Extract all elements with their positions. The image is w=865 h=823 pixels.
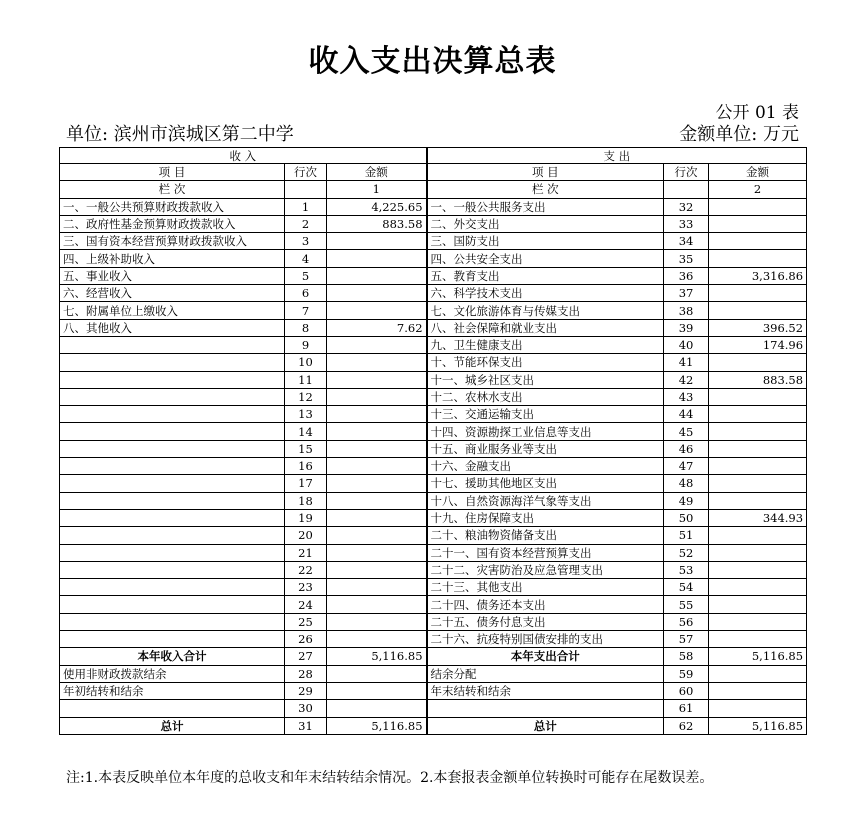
income-amount: [327, 544, 427, 561]
income-amount: [327, 388, 427, 405]
expense-amount: [709, 613, 807, 630]
income-amount: [327, 509, 427, 526]
income-item: [60, 579, 285, 596]
income-item: 八、其他收入: [60, 319, 285, 336]
income-row-no: 12: [285, 388, 327, 405]
table-row: [60, 665, 807, 682]
income-amount: [327, 475, 427, 492]
income-row-no: 3: [285, 233, 327, 250]
expense-row-no: 32: [664, 198, 709, 215]
expense-row-no: 35: [664, 250, 709, 267]
table-row: [60, 492, 807, 509]
expense-amount: [709, 354, 807, 371]
income-item: 三、国有资本经营预算财政拨款收入: [60, 233, 285, 250]
income-row-no: 1: [285, 198, 327, 215]
expense-amount: 883.58: [709, 371, 807, 388]
table-row: [60, 285, 807, 302]
page-title: 收入支出决算总表: [308, 44, 557, 79]
income-row-no: 25: [285, 613, 327, 630]
expense-item: 六、科学技术支出: [427, 285, 664, 302]
income-item: [60, 354, 285, 371]
expense-row-no: 48: [664, 475, 709, 492]
expense-item: 九、卫生健康支出: [427, 336, 664, 353]
income-row-no: 19: [285, 509, 327, 526]
income-amount: [327, 492, 427, 509]
expense-row-no: 59: [664, 665, 709, 682]
expense-row-no: 62: [664, 717, 709, 734]
expense-item: 十六、金融支出: [427, 458, 664, 475]
income-item: [60, 423, 285, 440]
expense-row-no: 49: [664, 492, 709, 509]
income-item: [60, 527, 285, 544]
expense-amount: [709, 233, 807, 250]
expense-item: 二、外交支出: [427, 215, 664, 232]
expense-row-no: 41: [664, 354, 709, 371]
expense-row-no: 57: [664, 631, 709, 648]
income-amount: [327, 700, 427, 717]
footnote: 注:1.本表反映单位本年度的总收支和年末结转结余情况。2.本套报表金额单位转换时可能存在尾数误差。: [66, 770, 714, 786]
expense-col-index: 2: [709, 181, 807, 198]
table-row: [60, 682, 807, 699]
summary-table: [59, 147, 807, 735]
income-item: [60, 613, 285, 630]
expense-row-no: 46: [664, 440, 709, 457]
income-item: [60, 492, 285, 509]
income-item: 六、经营收入: [60, 285, 285, 302]
table-row: [60, 423, 807, 440]
expense-item: 十八、自然资源海洋气象等支出: [427, 492, 664, 509]
income-item: [60, 336, 285, 353]
income-item: [60, 509, 285, 526]
annual-total-row: [60, 648, 807, 665]
expense-amount: [709, 388, 807, 405]
income-item: 本年收入合计: [60, 648, 285, 665]
column-index-row: [60, 181, 807, 198]
income-col-label: 栏 次: [60, 181, 285, 198]
income-amount: [327, 579, 427, 596]
income-amount: [327, 682, 427, 699]
expense-row-no: 60: [664, 682, 709, 699]
expense-item: 十四、资源勘探工业信息等支出: [427, 423, 664, 440]
table-row: [60, 215, 807, 232]
expense-amount: [709, 250, 807, 267]
income-row-no: 4: [285, 250, 327, 267]
table-row: [60, 613, 807, 630]
income-item: [60, 440, 285, 457]
table-row: [60, 700, 807, 717]
income-item: 五、事业收入: [60, 267, 285, 284]
income-amount: 7.62: [327, 319, 427, 336]
expense-amount: 396.52: [709, 319, 807, 336]
expense-item: 五、教育支出: [427, 267, 664, 284]
expense-item: 十三、交通运输支出: [427, 406, 664, 423]
expense-amount: [709, 302, 807, 319]
expense-item: 四、公共安全支出: [427, 250, 664, 267]
table-row: [60, 458, 807, 475]
income-item: 四、上级补助收入: [60, 250, 285, 267]
income-item: 使用非财政拨款结余: [60, 665, 285, 682]
expense-item: 十、节能环保支出: [427, 354, 664, 371]
expense-amount: 174.96: [709, 336, 807, 353]
income-row-no: 20: [285, 527, 327, 544]
expense-row-no: 38: [664, 302, 709, 319]
income-row-no: 8: [285, 319, 327, 336]
expense-item: [427, 700, 664, 717]
income-row-no: 23: [285, 579, 327, 596]
income-amount: [327, 613, 427, 630]
income-row-no: 6: [285, 285, 327, 302]
expense-row-no: 34: [664, 233, 709, 250]
expense-item: 二十五、债务付息支出: [427, 613, 664, 630]
income-row-no: 31: [285, 717, 327, 734]
expense-item: 十五、商业服务业等支出: [427, 440, 664, 457]
income-amount: 4,225.65: [327, 198, 427, 215]
income-amount: [327, 561, 427, 578]
expense-row-no: 44: [664, 406, 709, 423]
expense-amount: [709, 596, 807, 613]
expense-item: 十七、援助其他地区支出: [427, 475, 664, 492]
expense-row-no: 36: [664, 267, 709, 284]
expense-row-no: 37: [664, 285, 709, 302]
income-row-no: 5: [285, 267, 327, 284]
table-row: [60, 596, 807, 613]
income-amount: 5,116.85: [327, 717, 427, 734]
income-item: 总计: [60, 717, 285, 734]
table-row: [60, 371, 807, 388]
expense-row-no: 53: [664, 561, 709, 578]
expense-amount: [709, 544, 807, 561]
expense-item: 八、社会保障和就业支出: [427, 319, 664, 336]
grand-total-row: [60, 717, 807, 734]
expense-row-no: 47: [664, 458, 709, 475]
expense-amount: 3,316.86: [709, 267, 807, 284]
expense-item: 一、一般公共服务支出: [427, 198, 664, 215]
income-amount: [327, 406, 427, 423]
table-row: [60, 544, 807, 561]
expense-item-header: 项 目: [427, 164, 664, 181]
expense-amount: [709, 285, 807, 302]
expense-amount: [709, 631, 807, 648]
income-item: [60, 596, 285, 613]
expense-row-no: 54: [664, 579, 709, 596]
income-amount: [327, 423, 427, 440]
income-row-no: 13: [285, 406, 327, 423]
income-amount: [327, 458, 427, 475]
form-code: 公开 01 表: [715, 103, 799, 123]
income-item: [60, 475, 285, 492]
table-row: [60, 336, 807, 353]
expense-item: 二十六、抗疫特别国债安排的支出: [427, 631, 664, 648]
expense-row-no: 39: [664, 319, 709, 336]
expense-amount: [709, 423, 807, 440]
expense-item: 二十三、其他支出: [427, 579, 664, 596]
expense-row-no: 52: [664, 544, 709, 561]
income-amount: [327, 371, 427, 388]
expense-amount: [709, 682, 807, 699]
income-amount-header: 金额: [327, 164, 427, 181]
income-item: [60, 700, 285, 717]
income-item: [60, 371, 285, 388]
income-amount: [327, 527, 427, 544]
table-row: [60, 319, 807, 336]
income-row-no: 22: [285, 561, 327, 578]
income-item-header: 项 目: [60, 164, 285, 181]
table-row: [60, 250, 807, 267]
expense-amount-header: 金额: [709, 164, 807, 181]
income-row-no: 7: [285, 302, 327, 319]
income-row-no: 21: [285, 544, 327, 561]
income-amount: [327, 233, 427, 250]
income-row-no: 10: [285, 354, 327, 371]
expense-amount: 5,116.85: [709, 717, 807, 734]
income-item: 七、附属单位上缴收入: [60, 302, 285, 319]
income-item: 一、一般公共预算财政拨款收入: [60, 198, 285, 215]
money-unit: 金额单位: 万元: [679, 124, 799, 145]
table-row: [60, 198, 807, 215]
income-amount: [327, 250, 427, 267]
expense-row-no: 42: [664, 371, 709, 388]
table-row: [60, 631, 807, 648]
expense-amount: [709, 700, 807, 717]
table-row: [60, 406, 807, 423]
table-row: [60, 388, 807, 405]
table-row: [60, 267, 807, 284]
income-row-no: 30: [285, 700, 327, 717]
expense-amount: [709, 492, 807, 509]
expense-row-no: 43: [664, 388, 709, 405]
income-item: [60, 388, 285, 405]
expense-item: 二十一、国有资本经营预算支出: [427, 544, 664, 561]
income-amount: [327, 336, 427, 353]
income-item: [60, 406, 285, 423]
income-item: [60, 631, 285, 648]
income-item: 年初结转和结余: [60, 682, 285, 699]
income-row-no: 27: [285, 648, 327, 665]
expense-row-no: 33: [664, 215, 709, 232]
expense-item: 本年支出合计: [427, 648, 664, 665]
expense-item: 七、文化旅游体育与传媒支出: [427, 302, 664, 319]
expense-amount: [709, 561, 807, 578]
expense-item: 二十四、债务还本支出: [427, 596, 664, 613]
column-header-row: [60, 164, 807, 181]
table-row: [60, 354, 807, 371]
income-item: 二、政府性基金预算财政拨款收入: [60, 215, 285, 232]
income-row-no: 18: [285, 492, 327, 509]
expense-amount: [709, 475, 807, 492]
income-amount: 883.58: [327, 215, 427, 232]
unit-name: 单位: 滨州市滨城区第二中学: [66, 124, 294, 145]
income-item: [60, 561, 285, 578]
expense-amount: 344.93: [709, 509, 807, 526]
expense-row-no: 61: [664, 700, 709, 717]
expense-amount: [709, 458, 807, 475]
table-row: [60, 527, 807, 544]
income-row-no: 11: [285, 371, 327, 388]
income-amount: [327, 665, 427, 682]
expense-item: 十一、城乡社区支出: [427, 371, 664, 388]
expense-amount: [709, 406, 807, 423]
expense-amount: [709, 579, 807, 596]
table-row: [60, 233, 807, 250]
income-amount: [327, 302, 427, 319]
income-row-no: 28: [285, 665, 327, 682]
expense-item: 二十二、灾害防治及应急管理支出: [427, 561, 664, 578]
expense-row-no: 55: [664, 596, 709, 613]
expense-row-no: 45: [664, 423, 709, 440]
income-header: 收 入: [60, 148, 427, 164]
expense-row-no: 40: [664, 336, 709, 353]
income-amount: [327, 285, 427, 302]
income-amount: 5,116.85: [327, 648, 427, 665]
table-row: [60, 561, 807, 578]
table-row: [60, 509, 807, 526]
income-row-no: 17: [285, 475, 327, 492]
expense-row-no: 50: [664, 509, 709, 526]
expense-amount: [709, 440, 807, 457]
income-amount: [327, 596, 427, 613]
expense-rowno-header: 行次: [664, 164, 709, 181]
expense-row-no: 58: [664, 648, 709, 665]
income-amount: [327, 440, 427, 457]
income-row-no: 24: [285, 596, 327, 613]
income-amount: [327, 267, 427, 284]
expense-item: 总计: [427, 717, 664, 734]
table-row: [60, 579, 807, 596]
expense-item: 三、国防支出: [427, 233, 664, 250]
income-row-no: 15: [285, 440, 327, 457]
expense-amount: [709, 665, 807, 682]
expense-amount: 5,116.85: [709, 648, 807, 665]
expense-col-label: 栏 次: [427, 181, 664, 198]
expense-amount: [709, 198, 807, 215]
expense-row-no: 56: [664, 613, 709, 630]
table-row: [60, 302, 807, 319]
expense-amount: [709, 527, 807, 544]
expense-item: 十二、农林水支出: [427, 388, 664, 405]
income-item: [60, 458, 285, 475]
table-row: [60, 440, 807, 457]
expense-row-no: 51: [664, 527, 709, 544]
expense-item: 十九、住房保障支出: [427, 509, 664, 526]
income-row-no: 2: [285, 215, 327, 232]
expense-amount: [709, 215, 807, 232]
income-row-no: 14: [285, 423, 327, 440]
expense-header: 支 出: [427, 148, 807, 164]
income-row-no: 26: [285, 631, 327, 648]
income-row-no: 9: [285, 336, 327, 353]
income-amount: [327, 354, 427, 371]
expense-item: 年末结转和结余: [427, 682, 664, 699]
table-row: [60, 475, 807, 492]
income-row-no: 16: [285, 458, 327, 475]
income-item: [60, 544, 285, 561]
income-col-index: 1: [327, 181, 427, 198]
expense-item: 结余分配: [427, 665, 664, 682]
income-row-no: 29: [285, 682, 327, 699]
expense-item: 二十、粮油物资储备支出: [427, 527, 664, 544]
section-header-row: [60, 148, 807, 164]
income-amount: [327, 631, 427, 648]
income-rowno-header: 行次: [285, 164, 327, 181]
